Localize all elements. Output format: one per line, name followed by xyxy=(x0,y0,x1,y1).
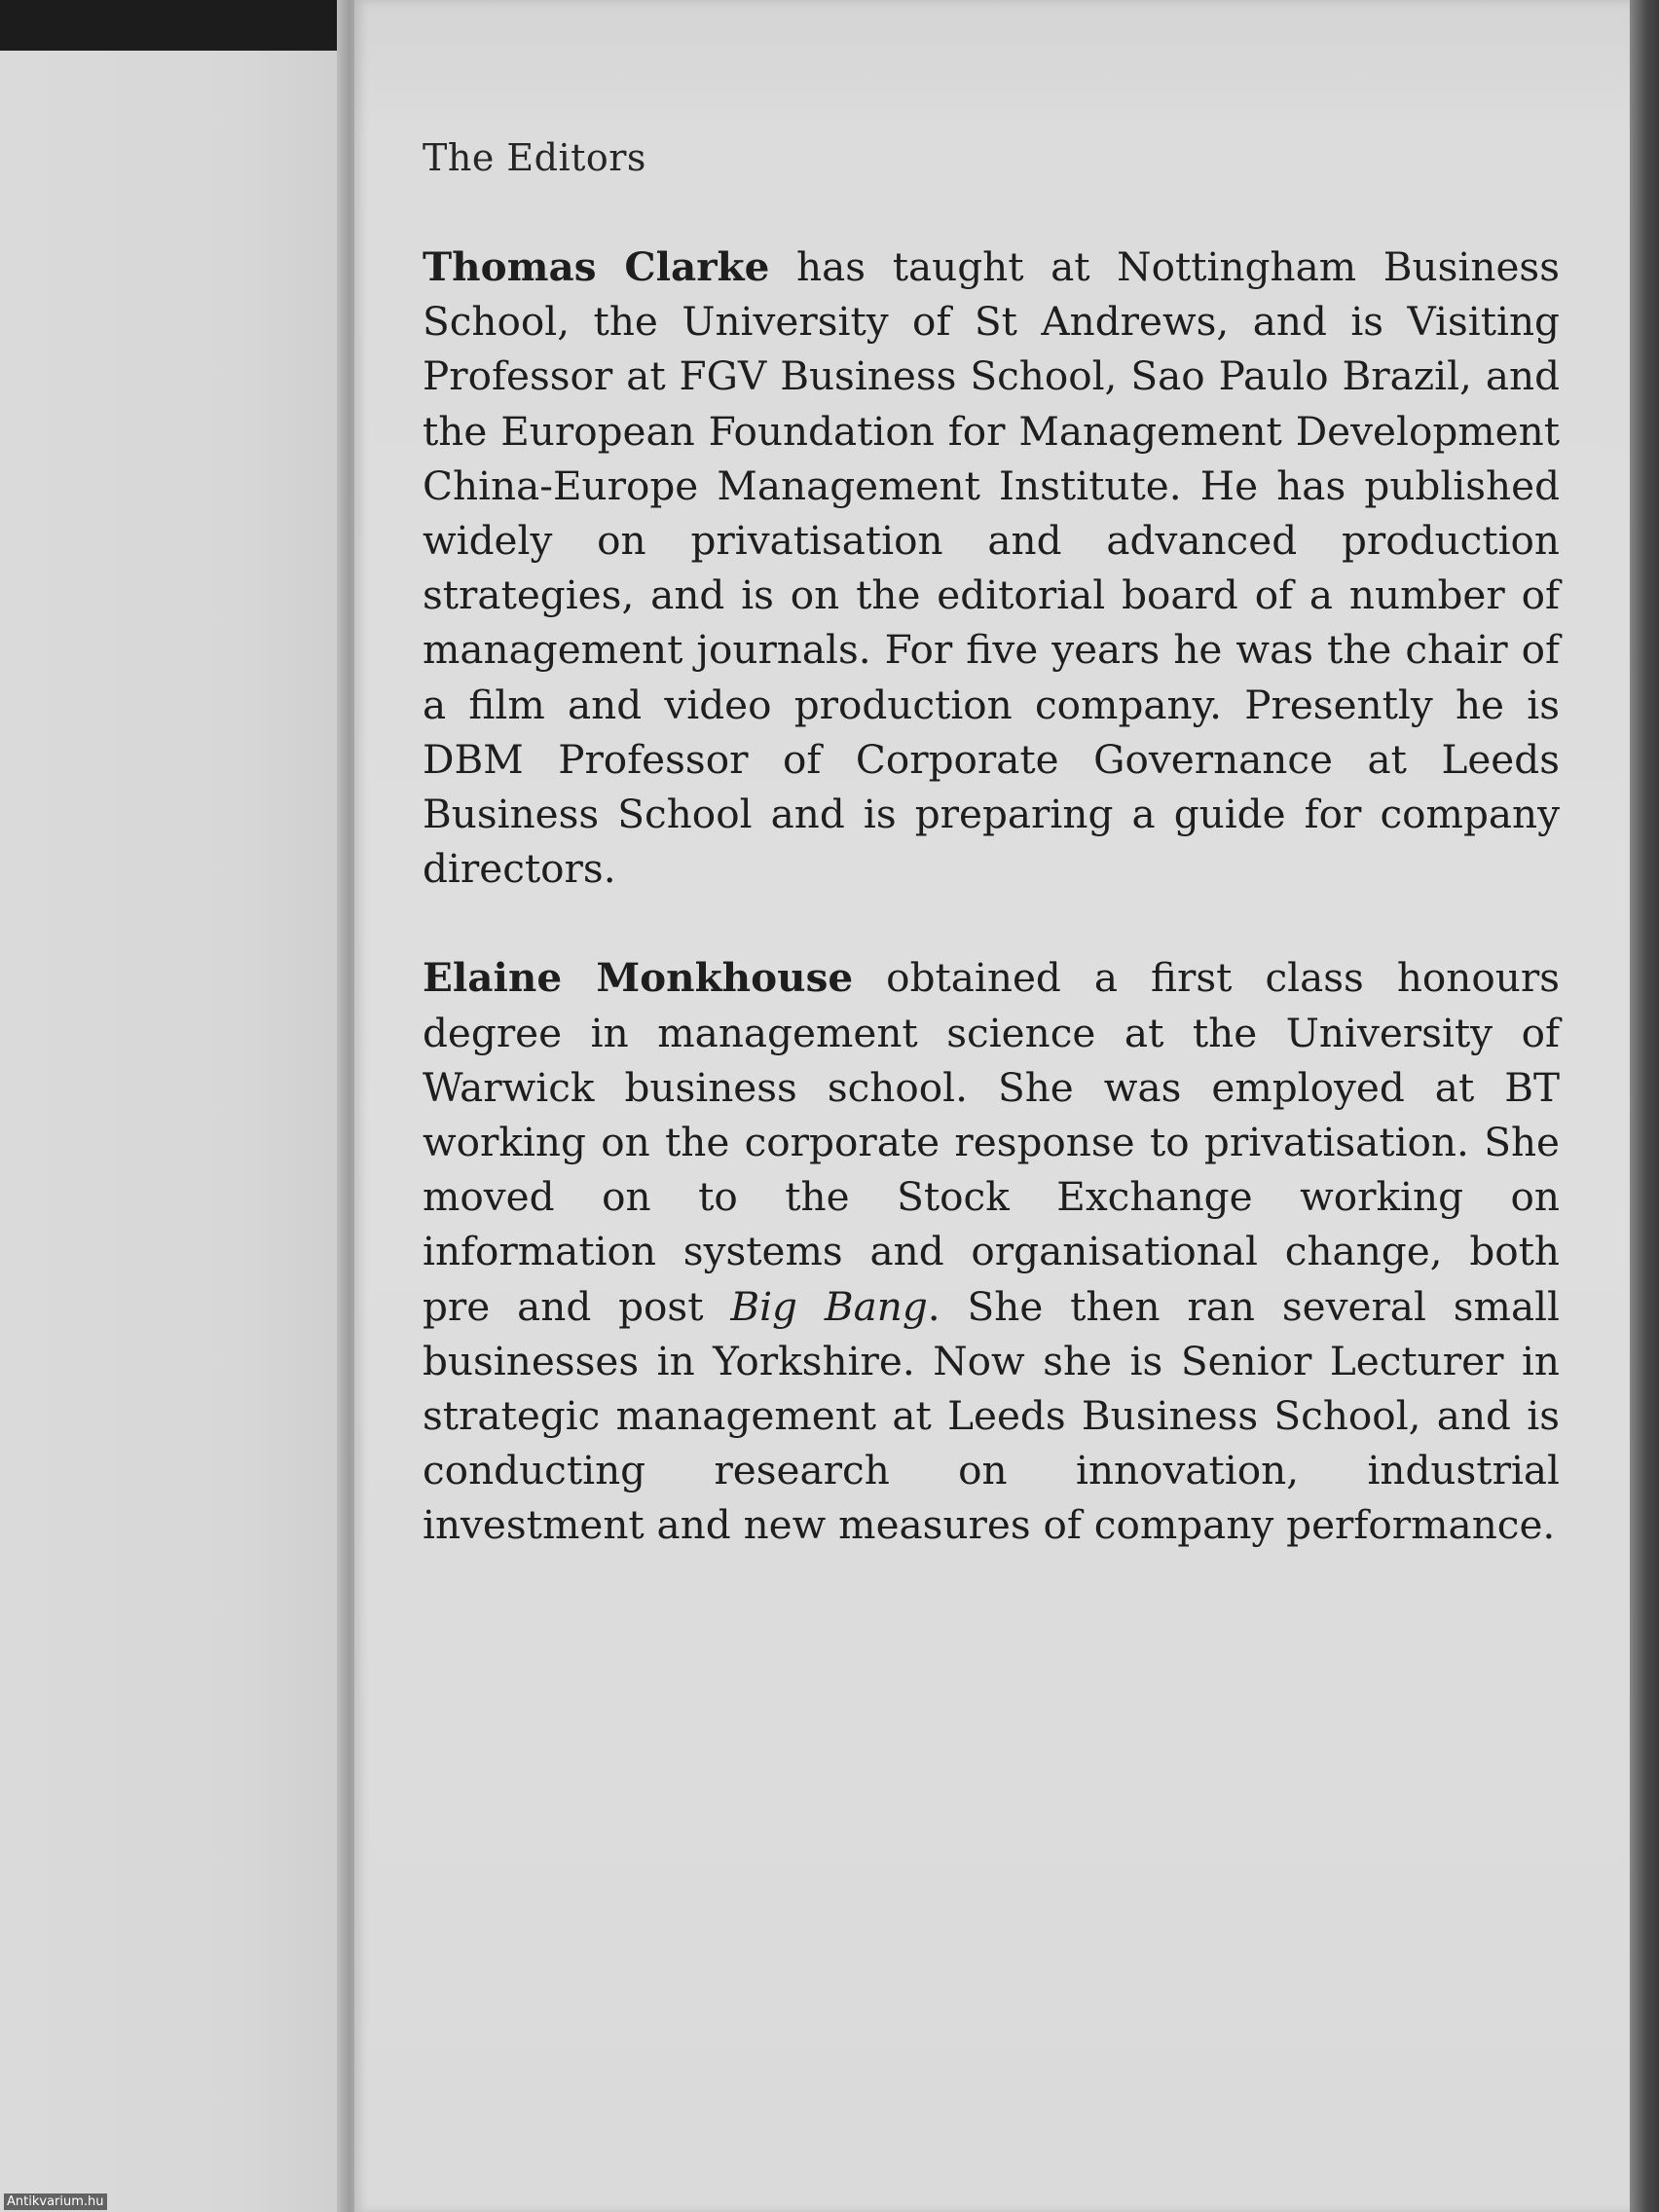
bio-text: has taught at Nottingham Business School, the University of St Andrews, and is Visiting Professor at FGV Business School, Sao Paulo Brazil, and the European Foundation for Management Development China-Europe Management Institute. He has published widely on privatisation and advanced production strategies, and is on the editorial board of a number of management journals. For five years he was the chair of a film and video production company. Presently he is DBM Professor of Corporate Governance at Leeds Business School and is preparing a guide for company directors. xyxy=(423,243,1560,893)
watermark-label: Antikvarium.hu xyxy=(4,2194,107,2210)
bio-name: Thomas Clarke xyxy=(423,243,770,290)
bio-text-part-2: . She then ran several small businesses in Yorkshire. Now she is Senior Lecturer in strategic management at Leeds Business School, and is conducting research on innovation, industrial investment and new measures of company performance. xyxy=(423,1282,1560,1549)
page-content xyxy=(423,136,1560,1607)
facing-page xyxy=(0,51,343,2212)
bio-text-part-1: obtained a first class honours degree in management science at the University of Warwick business school. She was employed at BT working on the corporate response to privatisation. She moved on to the Stock Exchange working on information systems and organisational change, both pre and post xyxy=(423,954,1560,1330)
book-page xyxy=(354,0,1630,2212)
bio-italic-term: Big Bang xyxy=(730,1282,928,1330)
top-dark-strip xyxy=(0,0,350,56)
page-edge-shadow xyxy=(1628,0,1659,2212)
page-heading: The Editors xyxy=(423,136,646,179)
bio-elaine-monkhouse xyxy=(423,950,1560,1552)
bio-thomas-clarke xyxy=(423,240,1560,896)
bio-name: Elaine Monkhouse xyxy=(423,954,854,1002)
